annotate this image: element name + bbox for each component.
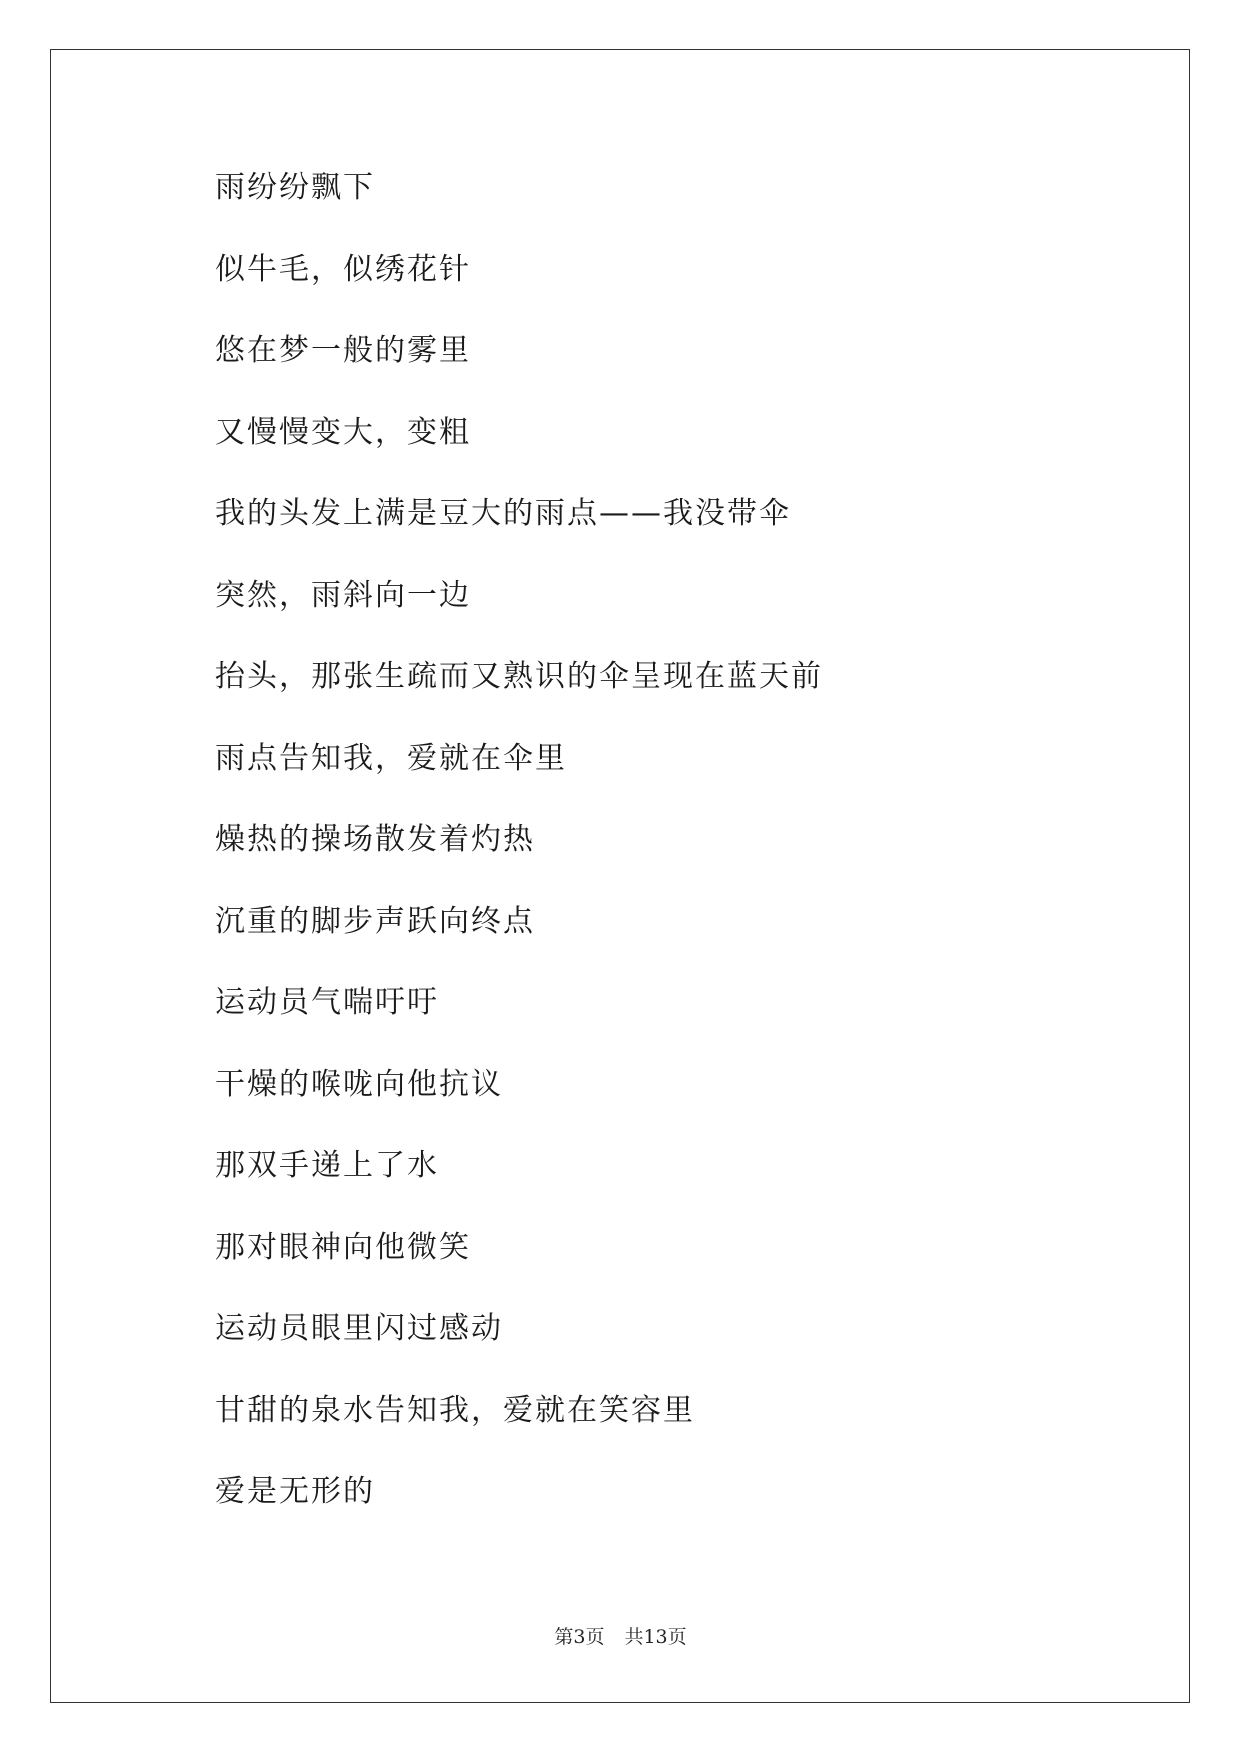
page-footer bbox=[0, 1622, 1241, 1649]
poem-line: 又慢慢变大，变粗 bbox=[215, 414, 471, 450]
poem-line: 干燥的喉咙向他抗议 bbox=[215, 1066, 503, 1102]
poem-line: 爱是无形的 bbox=[215, 1474, 375, 1509]
poem-line: 那对眼神向他微笑 bbox=[215, 1229, 471, 1265]
poem-line: 抬头，那张生疏而又熟识的伞呈现在蓝天前 bbox=[215, 659, 823, 694]
poem-line: 雨点告知我，爱就在伞里 bbox=[215, 740, 567, 776]
current-page-number: 第3页 bbox=[554, 1626, 605, 1648]
poem-line: 我的头发上满是豆大的雨点——我没带伞 bbox=[215, 496, 791, 531]
poem-line: 运动员气喘吁吁 bbox=[215, 985, 439, 1020]
poem-line: 似牛毛，似绣花针 bbox=[215, 251, 471, 287]
poem-line: 沉重的脚步声跃向终点 bbox=[215, 903, 535, 939]
total-page-count: 共13页 bbox=[624, 1626, 687, 1648]
poem-line: 运动员眼里闪过感动 bbox=[215, 1311, 503, 1346]
poem-line: 雨纷纷飘下 bbox=[215, 170, 375, 205]
poem-line: 那双手递上了水 bbox=[215, 1148, 439, 1183]
poem-line: 悠在梦一般的雾里 bbox=[215, 333, 471, 368]
poem-line: 突然，雨斜向一边 bbox=[215, 577, 471, 613]
poem-body bbox=[215, 168, 823, 1554]
poem-line: 燥热的操场散发着灼热 bbox=[215, 822, 535, 857]
poem-line: 甘甜的泉水告知我，爱就在笑容里 bbox=[215, 1392, 695, 1428]
